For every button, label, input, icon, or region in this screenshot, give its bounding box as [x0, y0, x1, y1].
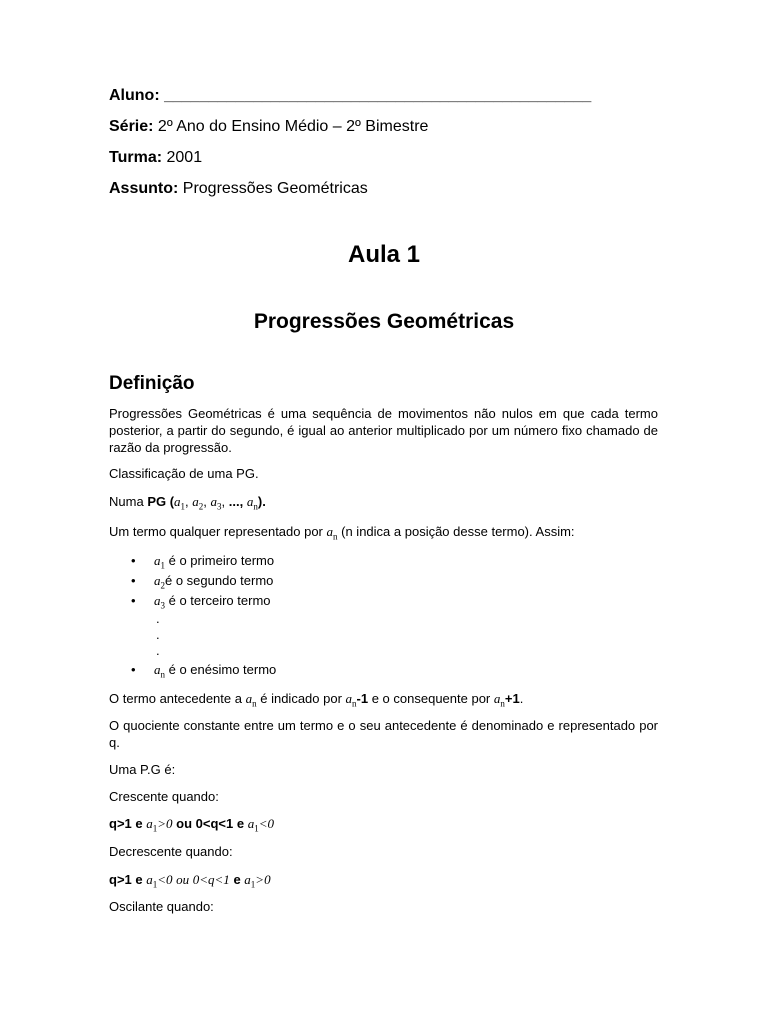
assunto-label: Assunto:: [109, 180, 179, 197]
classification-paragraph: Classificação de uma PG.: [109, 466, 259, 481]
term-a1: $a_1$: [174, 494, 186, 512]
document-page: Aluno: ________________________________________________ Série: 2º Ano do Ensino Médio – 2º Bimestre Turma: 2001 Assunto: Progressões Geométricas Aula 1 Progressões Geométricas Definição Progressões Geométricas é uma sequência de movimentos não nulos em que cada termo posterior, a partir do segundo, é igual ao anterior multiplicado por um número fixo chamado de razão da progressão. Classificação de uma PG. Numa PG ($a_1$, $a_2$, $a_3$, ..., $a_n$). Um termo qualquer representado por $a_n$ (n indica a posição desse termo). Assim: • $a_1$ é o primeiro termo • $a_2é$ o segundo termo • $a_3$ é o terceiro termo . . . • $a_n$ é o enésimo termo O termo antecedente a $a_n$ é indicado por $a_n-1$ e o consequente por $a_n+1$. O quociente constante entre um termo e o seu antecedente é denominado e representado por q. Uma P.G é: Crescente quando: q>1 e $a_1>0$ ou 0<q<1 e $a_1<0$ Decrescente quando: q>1 e $a_1<0$ ou 0<q<1 e $a_1>0$ Oscilante quando:: [0, 0, 768, 1024]
quociente-paragraph: O quociente constante entre um termo e o seu antecedente é denominado e representado por q.: [109, 718, 658, 750]
lesson-subtitle: Progressões Geométricas: [253, 310, 515, 333]
bullet-icon: •: [131, 553, 136, 568]
serie-line: [109, 117, 428, 137]
term-a2: $a_2$: [192, 494, 204, 512]
term-a3: $a_3$: [210, 494, 222, 512]
decrescente-line: Decrescente quando:: [109, 844, 233, 859]
lesson-title: Aula 1: [347, 241, 421, 268]
bullet-icon: •: [131, 573, 136, 588]
pg-open: PG (: [147, 494, 175, 509]
antecedente-line: O termo antecedente a $a_n$ é indicado por $a_n-1$ e o consequente por $a_n+1$.: [109, 691, 524, 709]
numa-pg-line: Numa PG ($a_1$, $a_2$, $a_3$, ..., $a_n$).: [109, 494, 266, 512]
assunto-value: Progressões Geométricas: [182, 180, 368, 197]
turma-label: Turma:: [109, 149, 163, 166]
bullet-icon: •: [131, 593, 136, 608]
turma-line: [109, 148, 202, 168]
crescente-condition: q>1 e $a_1>0$ ou 0<q<1 e $a_1<0$: [109, 816, 274, 834]
vertical-ellipsis-dot: .: [156, 643, 160, 658]
bullet-icon: •: [131, 662, 136, 677]
oscilante-line: Oscilante quando:: [109, 899, 214, 914]
decrescente-condition: q>1 e $a_1<0$ ou 0<q<1 e $a_1>0$: [109, 872, 271, 890]
assunto-line: [109, 179, 368, 199]
numa-text: Numa: [109, 494, 144, 509]
vertical-ellipsis-dot: .: [156, 627, 160, 642]
crescente-line: Crescente quando:: [109, 789, 219, 804]
serie-label: Série:: [109, 118, 154, 135]
aluno-label: Aluno:: [109, 87, 160, 104]
ellipsis: ...: [228, 494, 240, 509]
aluno-line: [109, 86, 591, 106]
definition-paragraph: Progressões Geométricas é uma sequência de movimentos não nulos em que cada termo posterior, a partir do segundo, é igual ao anterior multiplicado por um número fixo chamado de razão da progressão.: [109, 406, 658, 455]
aluno-blank: ________________________________________________: [164, 87, 592, 104]
um-termo-line: Um termo qualquer representado por $a_n$ (n indica a posição desse termo). Assim:: [109, 524, 575, 542]
term-an: $a_n$: [326, 524, 338, 542]
section-heading: Definição: [109, 373, 195, 394]
serie-value: 2º Ano do Ensino Médio – 2º Bimestre: [157, 118, 429, 135]
uma-pg-line: Uma P.G é:: [109, 762, 176, 777]
turma-value: 2001: [166, 149, 203, 166]
vertical-ellipsis-dot: .: [156, 611, 160, 626]
term-an: $a_n$: [246, 494, 258, 512]
pg-close: ).: [257, 494, 266, 509]
